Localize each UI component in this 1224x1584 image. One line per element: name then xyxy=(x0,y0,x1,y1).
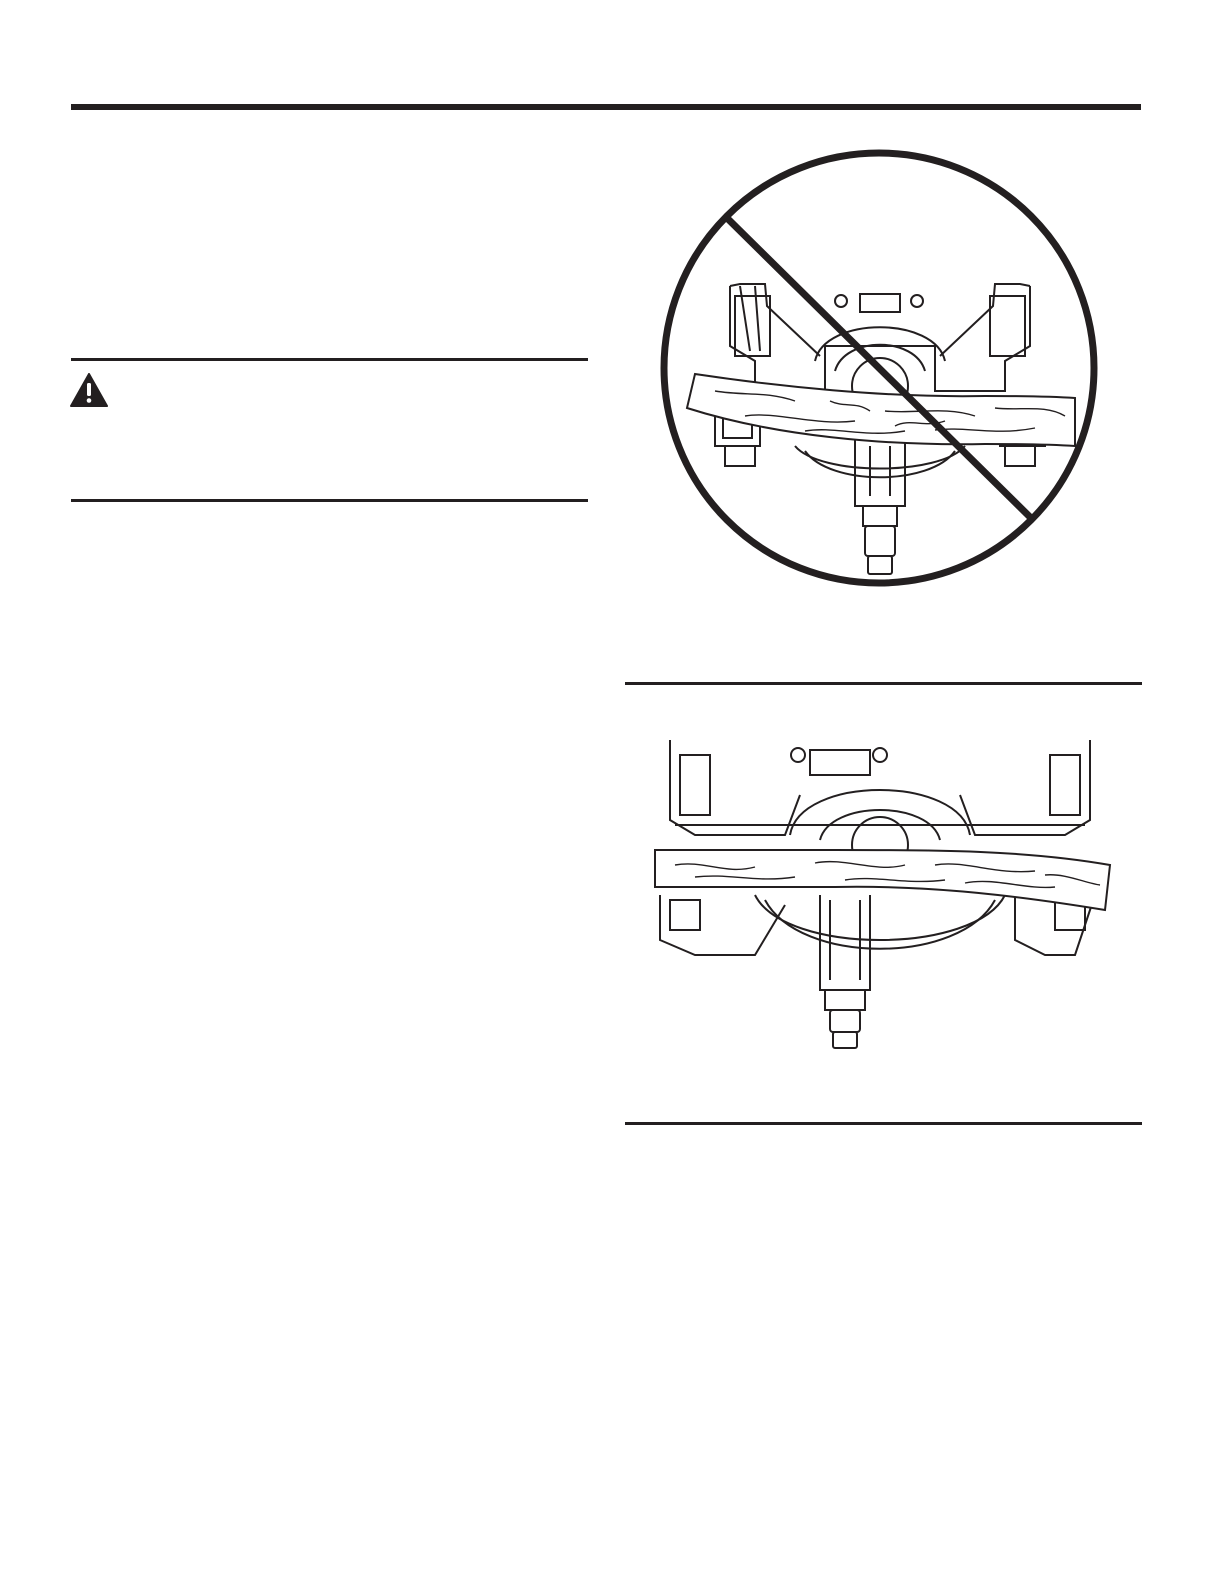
miter-saw-drawing xyxy=(655,146,1105,592)
figure-divider-bottom xyxy=(625,1122,1142,1125)
figure-incorrect-support xyxy=(655,146,1105,592)
warning-triangle-icon xyxy=(70,373,108,407)
header-rule xyxy=(71,104,1141,110)
figure-correct-support xyxy=(635,725,1125,1055)
figure-divider xyxy=(625,682,1142,685)
warning-rule-top xyxy=(71,358,588,361)
warning-rule-bottom xyxy=(71,499,588,502)
miter-saw-drawing-correct xyxy=(635,725,1125,1055)
